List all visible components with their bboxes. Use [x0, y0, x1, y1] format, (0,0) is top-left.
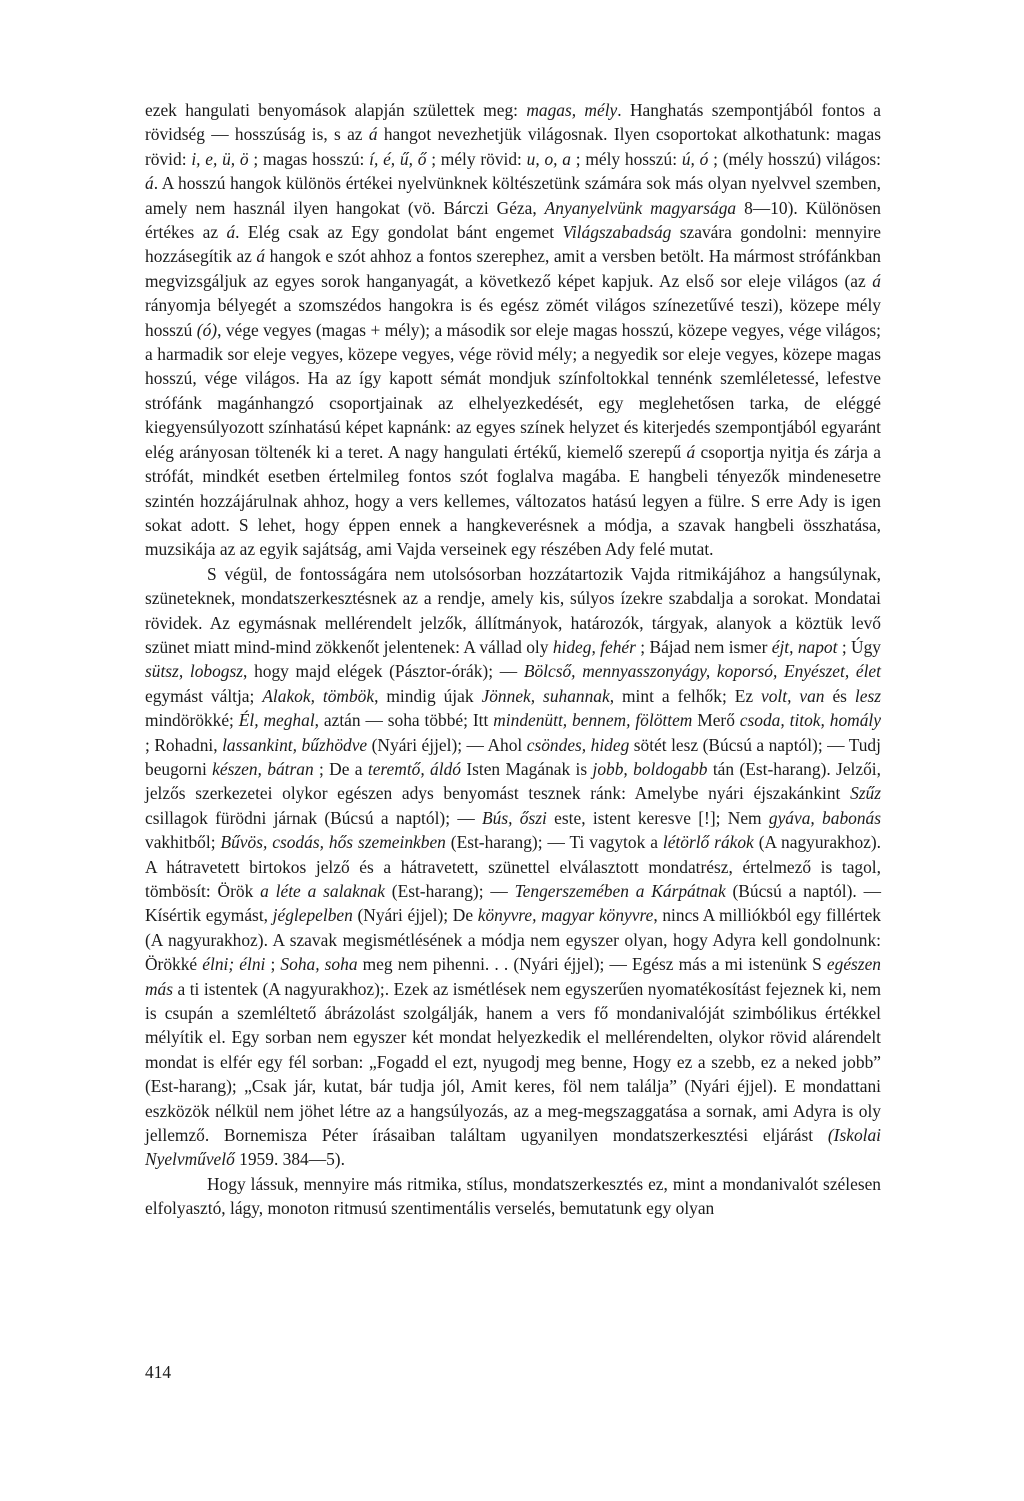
emphasized-text: a léte a salaknak — [260, 881, 385, 901]
emphasized-text: á — [686, 441, 696, 462]
text-run: és — [824, 685, 855, 706]
emphasized-text: i, e, ü, ö — [191, 148, 249, 169]
text-run: rányomja bélyegét a szomszédos hangokra is és egész zömét világos színezetűvé teszi), közepe mély hosszú — [145, 295, 881, 340]
text-run: tán (Est-harang). Jelzői, jelzős szerkezetei olykor egészen adys benyomást tesznek ránk: Amelybe nyári éjszakánkint — [145, 758, 881, 804]
text-run: ; Úgy — [837, 636, 881, 657]
emphasized-text: á — [145, 173, 154, 194]
text-run: 1959. 384—5). — [234, 1149, 345, 1170]
emphasized-text: jéglepelben — [272, 905, 353, 926]
emphasized-text: csoda, titok, homály — [739, 710, 881, 731]
emphasized-text: lesz — [854, 685, 881, 706]
text-run: hangot nevezhetjük világosnak. Ilyen csoportokat alkothatunk: magas rövid: — [145, 124, 881, 169]
emphasized-text: gyáva, babonás — [768, 807, 881, 828]
emphasized-text: Alakok, tömbök — [262, 685, 375, 706]
emphasized-text: í, é, ű, ő — [369, 148, 427, 169]
emphasized-text: mindenütt, bennem, fölöttem — [493, 710, 693, 731]
emphasized-text: Anyanyelvünk magyarsága — [544, 197, 737, 218]
text-run: mindörökké; — [145, 710, 239, 731]
text-run: 8—10). Különösen értékes az — [145, 197, 882, 243]
paragraph — [145, 98, 881, 562]
emphasized-text: ú, ó — [681, 148, 709, 169]
text-run: ; Rohadni, — [145, 734, 223, 755]
text-run: (Nyári éjjel); De — [352, 905, 478, 926]
text-run: vakhitből; — [145, 832, 221, 853]
text-run: , hogy majd elégek (Pásztor-órák); — — [243, 661, 524, 682]
emphasized-text: Szűz — [850, 783, 881, 804]
emphasized-text: á — [872, 270, 881, 291]
paragraph — [145, 562, 881, 1172]
text-run: . Hanghatás szempontjából fontos a rövidség — hosszúság is, s az — [145, 100, 882, 145]
text-run: (Est-harang); — — [384, 881, 515, 901]
emphasized-text: jobb, boldogabb — [592, 758, 708, 779]
text-run: csillagok fürödni járnak (Búcsú a naptól); — — [145, 807, 483, 828]
emphasized-text: Jönnek, suhannak — [481, 685, 610, 706]
emphasized-text: élni; élni — [202, 954, 266, 975]
text-run: (Nyári éjjel); — Ahol — [367, 734, 527, 755]
emphasized-text: (ó) — [196, 319, 218, 340]
text-run: ; — [265, 954, 281, 975]
text-run: egymást váltja; — [145, 685, 263, 706]
text-run: ezek hangulati benyomások alapján születtek meg: — [145, 100, 527, 120]
text-run: csoportja nyitja és zárja a strófát, mindkét esetben értelmileg fontos szót foglalva magába. E hangbeli tényezők mindenesetre szintén hozzájárulnak ahhoz, hogy a vers kellemes, változatos hatású legyen a fülre. S erre Ady is igen sokat adott. S lehet, hogy éppen ennek a hangkeverésnek a módja, a szavak hangbeli összhatása, muzsikája az az egyik sajátság, ami Vajda verseinek egy részében Ady felé mutat. — [145, 441, 881, 560]
text-run: S végül, de fontosságára nem utolsósorban hozzátartozik Vajda ritmikájához a hangsúlynak, szüneteknek, mondatszerkesztésnek az a rendje, amely kis, súlyos ízekre szabdalja a sorokat. Mondatai rövidek. Az egymásnak mellérendelt jelzők, állítmányok, határozók, tárgyak, alanyok a köztük levő szünet miatt mind-mind zökkenőt jelentenek: A vállad oly — [145, 563, 881, 657]
text-run: ; (mély hosszú) világos: — [708, 148, 882, 169]
text-run: , mint a felhők; Ez — [609, 685, 762, 706]
emphasized-text: Bűvös, csodás, hős szemeinkben — [220, 832, 446, 853]
text-run: (Búcsú a naptól). — Kísértik egymást, — [145, 881, 881, 926]
text-run: Hogy lássuk, mennyire más ritmika, stílus, mondatszerkesztés ez, mint a mondanivalót szélesen elfolyasztó, lágy, monoton ritmusú szentimentális verselés, bemutatunk egy olyan — [145, 1173, 881, 1219]
text-run: hangok e szót ahhoz a fontos szerephez, amit a versben betölt. Ha mármost strófánkban megvizsgáljuk az egyes sorok hanganyagát, a következő képet kapjuk. Az első sor eleje világos (az — [145, 246, 881, 291]
emphasized-text: egészen más — [145, 954, 881, 999]
emphasized-text: éjt, napot — [771, 636, 838, 657]
text-run: (Est-harang); — Ti vagytok a — [445, 832, 663, 853]
emphasized-text: készen, bátran — [212, 758, 314, 779]
text-run: , mindig újak — [374, 685, 482, 706]
emphasized-text: Világszabadság — [562, 222, 672, 243]
emphasized-text: csöndes, hideg — [526, 734, 630, 755]
emphasized-text: hideg, fehér — [552, 636, 636, 657]
emphasized-text: volt, van — [761, 685, 825, 706]
text-run: (A nagyurakhoz). A hátravetett birtokos jelző és a hátravetett, szünettel elválasztott mondatrész, értelmező is tagol, tömbösít: Örök — [145, 832, 881, 901]
emphasized-text: Tengerszemében a Kárpátnak — [514, 881, 726, 901]
text-run: este, istent keresve [!]; Nem — [546, 807, 769, 828]
emphasized-text: Él, meghal — [238, 710, 315, 731]
emphasized-text: magas, mély — [526, 100, 618, 120]
emphasized-text: létörlő rákok — [662, 832, 754, 853]
emphasized-text: könyvre, magyar könyvre — [477, 905, 654, 926]
emphasized-text: Bölcső, mennyasszonyágy, koporsó, Enyészet, élet — [523, 661, 881, 682]
emphasized-text: (Iskolai Nyelvművelő — [145, 1125, 881, 1170]
text-run: ; mély rövid: — [426, 148, 527, 169]
text-run: , aztán — soha többé; Itt — [314, 710, 494, 731]
text-run: , vége vegyes (magas + mély); a második sor eleje magas hosszú, közepe vegyes, vége világos; a harmadik sor eleje vegyes, közepe vegyes, vége rövid mély; a negyedik sor eleje vegyes, közepe magas hosszú, vége világos. Ha az így kapott sémát mondjuk színfoltokkal tennénk szemléletessé, lefestve strófánk magánhangzó csoportjainak az elhelyezkedését, egy meglehetősen tarka, de eléggé kiegyensúlyozott színhatású képet kapnánk: az egyes színek helyzet és kiterjedés szempontjából egyaránt elég arányosan töltenék ki a teret. A nagy hangulati értékű, kiemelő szerepű — [145, 319, 881, 462]
text-run: ; mély hosszú: — [570, 148, 682, 169]
text-run: Merő — [692, 710, 740, 731]
emphasized-text: u, o, a — [526, 148, 571, 169]
text-run: ; De a — [313, 758, 368, 779]
text-run: meg nem pihenni. . . (Nyári éjjel); — Egész más a mi istenünk S — [357, 954, 827, 975]
text-run: a ti istentek (A nagyurakhoz);. Ezek az ismétlések nem egyszerűen nyomatékosítást fejeznek ki, nem is csupán a szemléltető ábrázolást szolgálják, hanem a vers fő mondanivalóját szimbólikus értékkel mélyítik el. Egy sorban nem egyszer két mondat helyezkedik el mellérendelten, olykor rövid alárendelt mondat is elfér egy fél sorban: „Fogadd el ezt, nyugodj meg benne, Hogy ez a szebb, ez a neked jobb” (Est-harang); „Csak jár, kutat, bár tudja jól, Amit keres, föl nem találja” (Nyári éjjel). E mondattani eszközök nélkül nem jöhet létre az a hangsúlyozás, az a meg-megszaggatása a sornak, ami Adyra is oly jellemző. Bornemisza Péter írásaiban találtam ugyanilyen mondatszerkesztési eljárást — [145, 978, 881, 1146]
emphasized-text: á — [368, 124, 378, 145]
page-number: 414 — [145, 1362, 172, 1382]
emphasized-text: Bús, őszi — [482, 807, 547, 828]
emphasized-text: teremtő, áldó — [367, 758, 461, 779]
text-run: sötét lesz (Búcsú a naptól); — Tudj beugorni — [145, 734, 881, 779]
text-run: ; magas hosszú: — [248, 148, 370, 169]
paragraph — [145, 1172, 881, 1221]
emphasized-text: lassankint, bűzhödve — [222, 734, 368, 755]
text-run: szavára gondolni: mennyire hozzásegítik az — [145, 222, 881, 267]
text-run: . A hosszú hangok különös értékei nyelvünknek költészetünk számára sok más olyan nyelvvel szemben, amely nem használ ilyen hangokat (vö. Bárczi Géza, — [145, 173, 881, 218]
text-run: ; Bájad nem ismer — [635, 636, 772, 657]
text-body — [145, 98, 881, 1221]
text-run: , nincs A milliókból egy fillértek (A nagyurakhoz). A szavak megismétlésének a módja nem egyszer olyan, hogy Adyra kell gondolnunk: Örökké — [145, 905, 881, 975]
emphasized-text: sütsz, lobogsz — [145, 661, 244, 682]
emphasized-text: Soha, soha — [280, 954, 358, 975]
text-run: Isten Magának is — [460, 758, 593, 779]
emphasized-text: á — [226, 222, 236, 243]
emphasized-text: á — [256, 246, 266, 267]
text-run: . Elég csak az Egy gondolat bánt engemet — [235, 222, 563, 243]
